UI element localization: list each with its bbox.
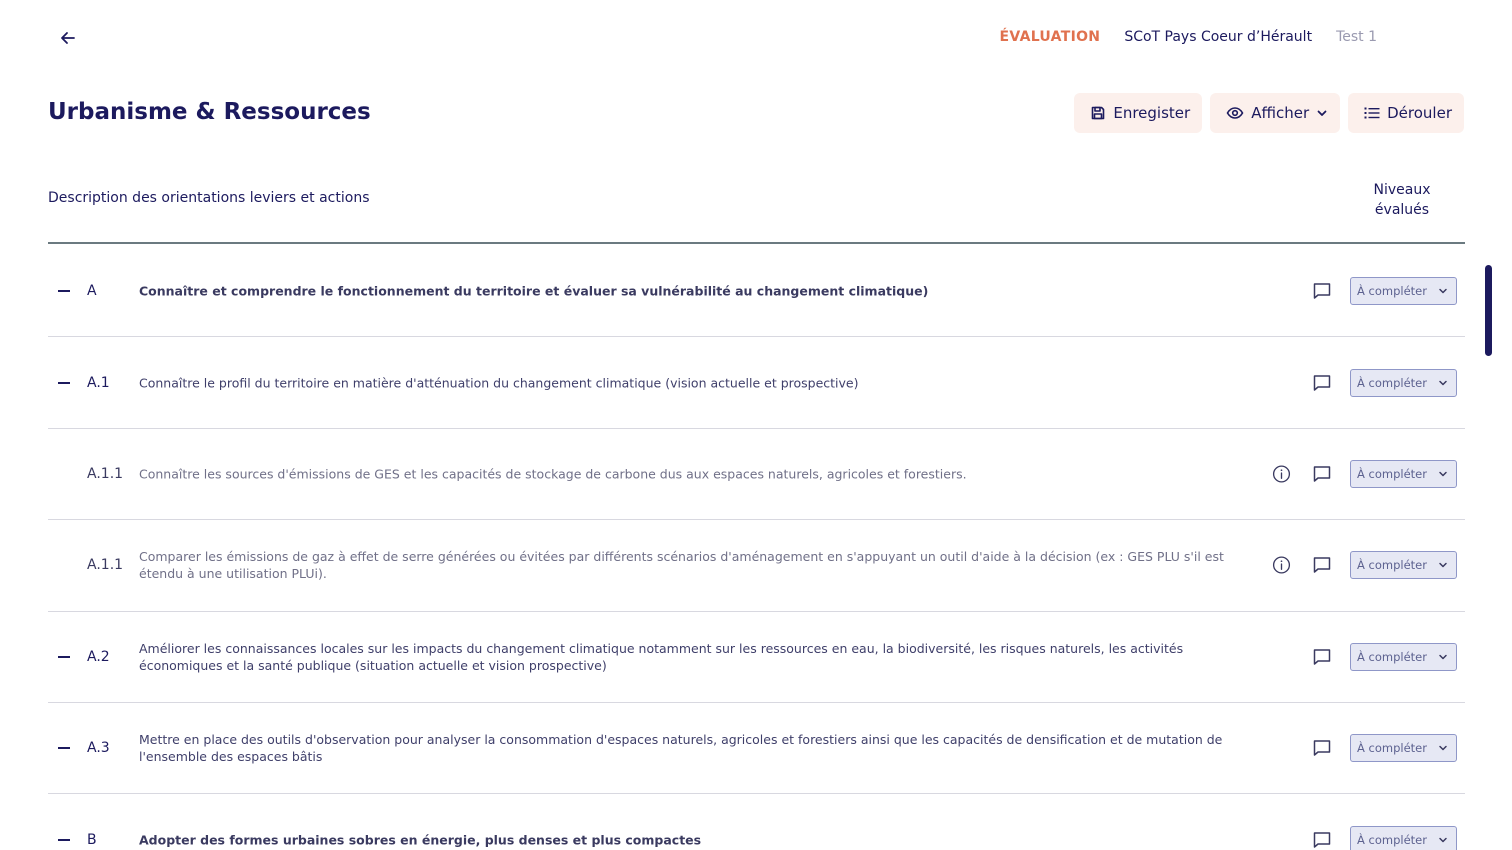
status-value: À compléter — [1357, 558, 1427, 573]
column-description-header: Description des orientations leviers et actions — [48, 190, 370, 206]
status-select[interactable] — [1350, 734, 1457, 762]
comment-icon[interactable] — [1312, 738, 1332, 758]
page-title: Urbanisme & Ressources — [48, 99, 371, 125]
list-icon — [1364, 106, 1380, 120]
chevron-down-icon — [1438, 560, 1448, 570]
chevron-down-icon — [1438, 378, 1448, 388]
status-select[interactable] — [1350, 826, 1457, 850]
status-value: À compléter — [1357, 284, 1427, 299]
row-code: A.1 — [87, 374, 110, 391]
info-icon[interactable] — [1272, 464, 1291, 483]
table-row — [48, 520, 1465, 611]
table-row — [48, 246, 1465, 337]
scrollbar-thumb[interactable] — [1485, 265, 1492, 356]
row-code: B — [87, 832, 97, 849]
table-header — [48, 178, 1465, 244]
status-select[interactable] — [1350, 551, 1457, 579]
row-description: Adopter des formes urbaines sobres en énergie, plus denses et plus compactes — [139, 832, 702, 848]
table-row — [48, 794, 1465, 850]
row-description: Connaître les sources d'émissions de GES et les capacités de stockage de carbone dus aux espaces naturels, agricoles et forestiers. — [139, 466, 967, 482]
comment-icon[interactable] — [1312, 281, 1332, 301]
breadcrumb-test: Test 1 — [1336, 29, 1377, 45]
table-row — [48, 337, 1465, 428]
comment-icon[interactable] — [1312, 373, 1332, 393]
collapse-toggle[interactable] — [58, 747, 70, 749]
expand-label: Dérouler — [1387, 104, 1452, 122]
save-icon — [1090, 105, 1106, 121]
chevron-down-icon — [1438, 652, 1448, 662]
status-value: À compléter — [1357, 649, 1427, 664]
toolbar — [1074, 93, 1464, 133]
breadcrumb-section[interactable]: ÉVALUATION — [999, 29, 1101, 45]
row-description: Améliorer les connaissances locales sur les impacts du changement climatique notamment sur les ressources en eau, la biodiversité, les risques naturels, les activités économiques et la santé publique (situation actuelle et vision prospective) — [139, 640, 1184, 673]
top-bar — [0, 0, 1512, 76]
column-levels-header — [1357, 180, 1447, 220]
table-row — [48, 612, 1465, 703]
status-value: À compléter — [1357, 833, 1427, 848]
table-row — [48, 429, 1465, 520]
row-description: Mettre en place des outils d'observation pour analyser la consommation d'espaces naturels, agricoles et forestiers ainsi que les capacités de densification et de mutation de l'ensemble des espaces bâtis — [139, 732, 1223, 765]
arrow-left-icon — [59, 29, 77, 47]
status-select[interactable] — [1350, 643, 1457, 671]
collapse-toggle[interactable] — [58, 382, 70, 384]
status-value: À compléter — [1357, 741, 1427, 756]
collapse-toggle[interactable] — [58, 656, 70, 658]
expand-button[interactable] — [1348, 93, 1464, 133]
chevron-down-icon — [1438, 286, 1448, 296]
comment-icon[interactable] — [1312, 647, 1332, 667]
back-button[interactable] — [56, 26, 80, 50]
show-label: Afficher — [1251, 104, 1310, 122]
status-value: À compléter — [1357, 466, 1427, 481]
info-icon[interactable] — [1272, 556, 1291, 575]
eye-icon — [1226, 105, 1244, 121]
collapse-toggle[interactable] — [58, 839, 70, 841]
collapse-toggle[interactable] — [58, 290, 70, 292]
comment-icon[interactable] — [1312, 464, 1332, 484]
row-code: A.2 — [87, 648, 110, 665]
chevron-down-icon — [1438, 469, 1448, 479]
row-description: Connaître le profil du territoire en matière d'atténuation du changement climatique (vision actuelle et prospective) — [139, 375, 859, 391]
evaluation-table — [48, 246, 1465, 850]
status-select[interactable] — [1350, 369, 1457, 397]
row-code: A.1.1 — [87, 465, 124, 482]
row-description: Comparer les émissions de gaz à effet de serre générées ou évitées par différents scénarios d'aménagement en s'appuyant un outil d'aide à la décision (ex : GES PLU s'il est étendu à une utilisation PLUi). — [139, 549, 1224, 582]
chevron-down-icon — [1438, 743, 1448, 753]
column-levels-line1: Niveaux — [1373, 182, 1431, 198]
status-value: À compléter — [1357, 375, 1427, 390]
chevron-down-icon — [1438, 835, 1448, 845]
column-levels-line2: évalués — [1374, 202, 1430, 218]
comment-icon[interactable] — [1312, 555, 1332, 575]
show-dropdown-button[interactable] — [1210, 93, 1340, 133]
breadcrumb — [1000, 29, 1377, 45]
row-code: A — [87, 283, 97, 300]
breadcrumb-project[interactable]: SCoT Pays Coeur d’Hérault — [1124, 29, 1313, 45]
row-code: A.3 — [87, 740, 110, 757]
row-code: A.1.1 — [87, 557, 124, 574]
comment-icon[interactable] — [1312, 830, 1332, 850]
save-label: Enregister — [1113, 104, 1191, 122]
status-select[interactable] — [1350, 460, 1457, 488]
save-button[interactable] — [1074, 93, 1202, 133]
row-description: Connaître et comprendre le fonctionnement du territoire et évaluer sa vulnérabilité au changement climatique) — [139, 283, 929, 299]
status-select[interactable] — [1350, 277, 1457, 305]
table-row — [48, 703, 1465, 794]
chevron-down-icon — [1316, 107, 1328, 119]
